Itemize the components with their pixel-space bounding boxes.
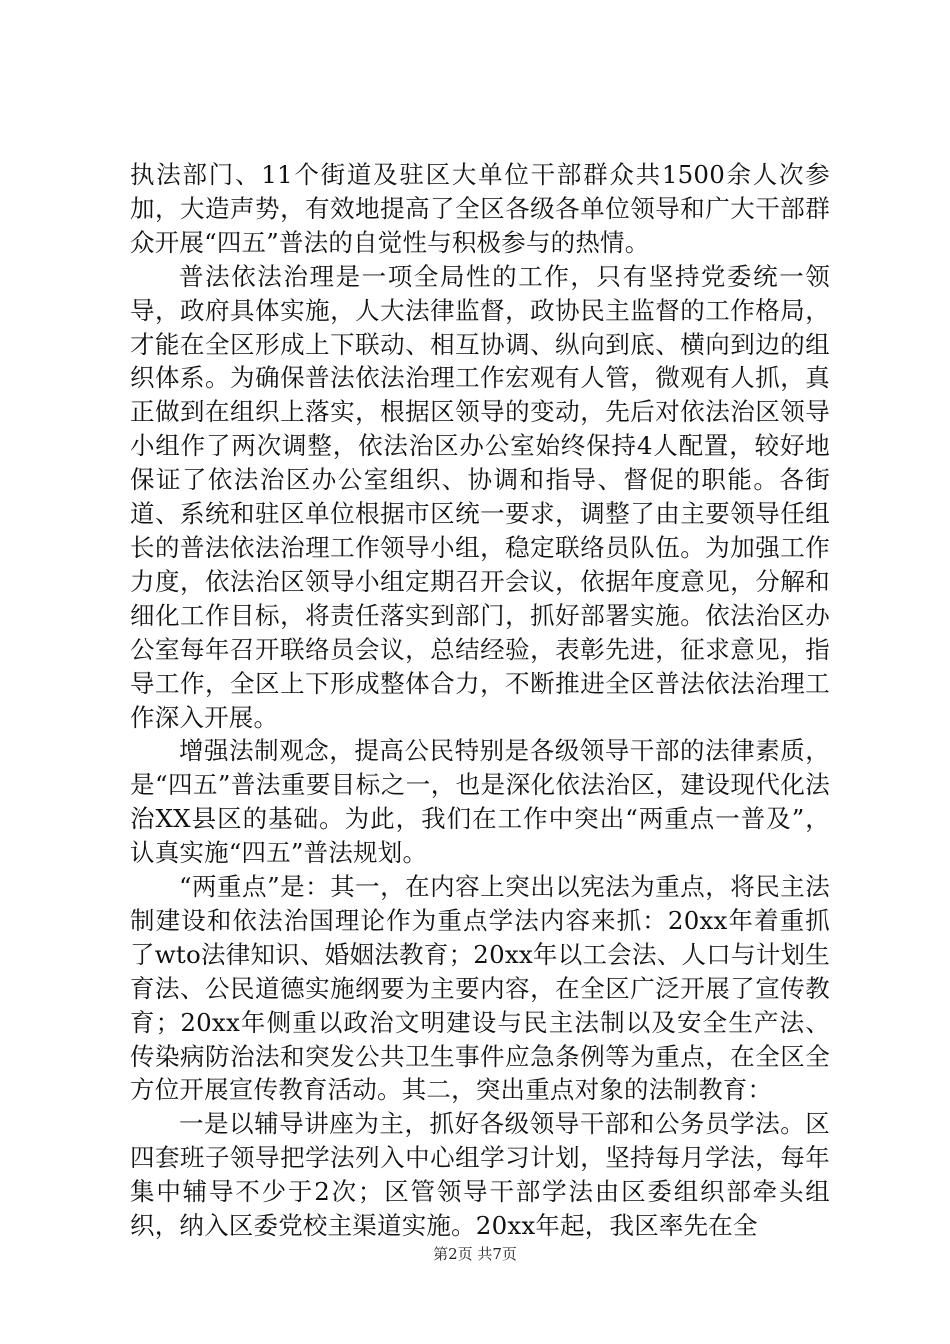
paragraph-3: 增强法制观念，提高公民特别是各级领导干部的法律素质，是“四五”普法重要目标之一，也是深化依法治区，建设现代化法治XX县区的基础。为此，我们在工作中突出“两重点一普及”，认真实施“四五”普法规划。 (130, 736, 830, 868)
paragraph-1: 执法部门、11个街道及驻区大单位干部群众共1500余人次参加，大造声势，有效地提高了全区各级各单位领导和广大干部群众开展“四五”普法的自觉性与积极参与的热情。 (130, 160, 830, 257)
paragraph-2: 普法依法治理是一项全局性的工作，只有坚持党委统一领导，政府具体实施，人大法律监督，政协民主监督的工作格局，才能在全区形成上下联动、相互协调、纵向到底、横向到边的组织体系。为确保普法依法治理工作宏观有人管，微观有人抓，真正做到在组织上落实，根据区领导的变动，先后对依法治区领导小组作了两次调整，依法治区办公室始终保持4人配置，较好地保证了依法治区办公室组织、协调和指导、督促的职能。各街道、系统和驻区单位根据市区统一要求，调整了由主要领导任组长的普法依法治理工作领导小组，稳定联络员队伍。为加强工作力度，依法治区领导小组定期召开会议，依据年度意见，分解和细化工作目标，将责任落实到部门，抓好部署实施。依法治区办公室每年召开联络员会议，总结经验，表彰先进，征求意见，指导工作，全区上下形成整体合力，不断推进全区普法依法治理工作深入开展。 (130, 261, 830, 732)
paragraph-4: “两重点”是：其一，在内容上突出以宪法为重点，将民主法制建设和依法治国理论作为重点学法内容来抓：20xx年着重抓了wto法律知识、婚姻法教育；20xx年以工会法、人口与计划生育法、公民道德实施纲要为主要内容，在全区广泛开展了宣传教育；20xx年侧重以政治文明建设与民主法制以及安全生产法、传染病防治法和突发公共卫生事件应急条例等为重点，在全区全方位开展宣传教育活动。其二，突出重点对象的法制教育： (130, 872, 830, 1105)
paragraph-5: 一是以辅导讲座为主，抓好各级领导干部和公务员学法。区四套班子领导把学法列入中心组学习计划，坚持每月学法，每年集中辅导不少于2次；区管领导干部学法由区委组织部牵头组织，纳入区委党校主渠道实施。20xx年起，我区率先在全 (130, 1109, 830, 1241)
page-footer: 第2页 共7页 (433, 1245, 517, 1263)
document-body (130, 158, 830, 1243)
